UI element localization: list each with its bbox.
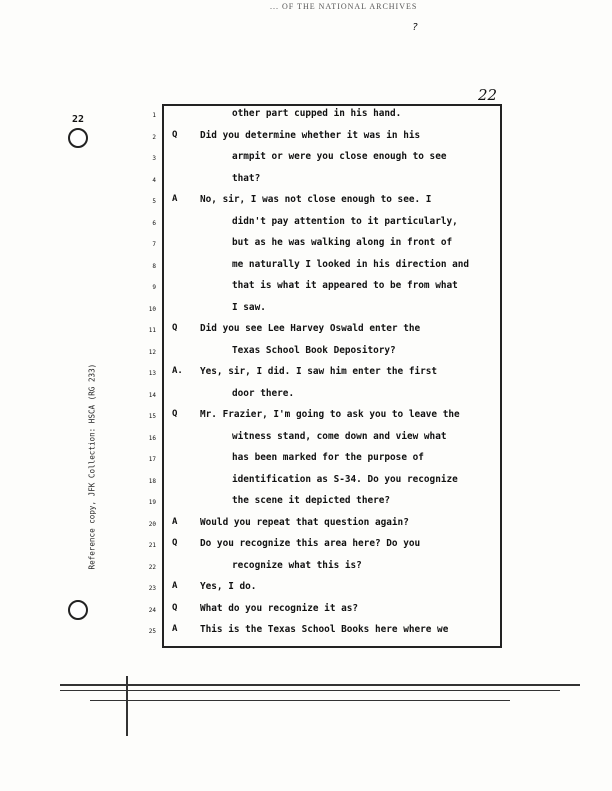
line-number: 17 <box>148 456 156 463</box>
scan-artifact-line <box>90 700 510 701</box>
transcript-line <box>0 237 612 259</box>
line-number: 22 <box>148 563 156 571</box>
line-number: 11 <box>148 327 156 334</box>
line-text: identification as S-34. Do you recognize <box>232 473 458 485</box>
transcript-line <box>0 151 612 173</box>
line-number: 20 <box>148 520 156 528</box>
line-text: Do you recognize this area here? Do you <box>200 538 421 549</box>
line-text: Would you repeat that question again? <box>200 516 409 528</box>
transcript-line <box>0 624 612 646</box>
transcript-line <box>0 538 612 560</box>
transcript-line <box>0 581 612 603</box>
line-number: 13 <box>148 370 156 377</box>
transcript-line <box>0 517 612 539</box>
line-number: 12 <box>148 348 156 356</box>
scan-artifact-line <box>60 684 580 686</box>
line-text: didn't pay attention to it particularly, <box>232 215 458 227</box>
line-text: recognize what this is? <box>232 559 362 571</box>
line-text: but as he was walking along in front of <box>232 237 453 248</box>
handwritten-mark: ? <box>412 22 419 33</box>
transcript-line <box>0 323 612 345</box>
line-text: that is what it appeared to be from what <box>232 280 458 291</box>
scan-artifact-line <box>126 676 128 736</box>
line-number: 2 <box>152 133 156 141</box>
side-stamp-text: Reference copy, JFK Collection: HSCA (RG 233) <box>87 363 97 570</box>
speaker-label: A <box>172 194 178 204</box>
line-number: 25 <box>148 628 156 635</box>
speaker-label: A <box>172 624 178 634</box>
line-text: witness stand, come down and view what <box>232 430 447 442</box>
line-number: 7 <box>152 241 156 248</box>
handwritten-page-number: 22 <box>478 86 498 104</box>
line-text: me naturally I looked in his direction and <box>232 258 470 270</box>
speaker-label: A. <box>172 366 183 376</box>
line-text: Mr. Frazier, I'm going to ask you to leave the <box>200 409 460 420</box>
line-number: 14 <box>148 391 156 399</box>
line-number: 5 <box>152 198 156 205</box>
line-text: Did you see Lee Harvey Oswald enter the <box>200 323 421 334</box>
line-text: No, sir, I was not close enough to see. I <box>200 194 432 205</box>
line-number: 10 <box>148 305 156 313</box>
line-number: 18 <box>148 477 156 485</box>
line-number: 8 <box>152 262 156 270</box>
transcript-line <box>0 108 612 130</box>
speaker-label: A <box>172 581 178 591</box>
transcript-line <box>0 345 612 367</box>
transcript-line <box>0 366 612 388</box>
scan-artifact-line <box>60 690 560 691</box>
line-text: door there. <box>232 387 295 399</box>
speaker-label: Q <box>172 323 178 333</box>
transcript-line <box>0 280 612 302</box>
transcript-line <box>0 302 612 324</box>
speaker-label: Q <box>172 538 178 548</box>
line-text: I saw. <box>232 301 266 313</box>
speaker-label: Q <box>172 129 178 140</box>
line-number: 24 <box>148 606 156 614</box>
line-number: 6 <box>152 219 156 227</box>
line-text: armpit or were you close enough to see <box>232 151 447 162</box>
speaker-label: Q <box>172 409 178 419</box>
transcript-line <box>0 474 612 496</box>
transcript-line <box>0 409 612 431</box>
transcript-line <box>0 388 612 410</box>
transcript-line <box>0 431 612 453</box>
speaker-label: A <box>172 516 178 527</box>
line-number: 21 <box>148 542 156 549</box>
line-number: 1 <box>152 112 156 119</box>
transcript-line <box>0 560 612 582</box>
transcript-line <box>0 495 612 517</box>
line-text: other part cupped in his hand. <box>232 108 402 119</box>
line-text: Did you determine whether it was in his <box>200 129 421 141</box>
line-text: the scene it depicted there? <box>232 495 391 506</box>
line-number: 19 <box>148 499 156 506</box>
line-number: 15 <box>148 413 156 420</box>
transcript-line <box>0 452 612 474</box>
line-text: Yes, I do. <box>200 581 257 592</box>
transcript-line <box>0 194 612 216</box>
line-text: Yes, sir, I did. I saw him enter the first <box>200 366 438 377</box>
line-number: 16 <box>148 434 156 442</box>
line-text: that? <box>232 172 261 184</box>
line-text: What do you recognize it as? <box>200 602 359 614</box>
transcript-line <box>0 173 612 195</box>
transcript-line <box>0 216 612 238</box>
page-number: 22 <box>72 114 85 125</box>
line-text: This is the Texas School Books here where we <box>200 624 449 635</box>
line-number: 3 <box>152 155 156 162</box>
archive-stamp: ... OF THE NATIONAL ARCHIVES <box>270 2 418 11</box>
line-number: 4 <box>152 176 156 184</box>
transcript-line <box>0 130 612 152</box>
line-number: 9 <box>152 284 156 291</box>
transcript-line <box>0 259 612 281</box>
line-number: 23 <box>148 585 156 592</box>
line-text: has been marked for the purpose of <box>232 452 424 463</box>
transcript-line <box>0 603 612 625</box>
line-text: Texas School Book Depository? <box>232 344 396 356</box>
speaker-label: Q <box>172 602 178 613</box>
